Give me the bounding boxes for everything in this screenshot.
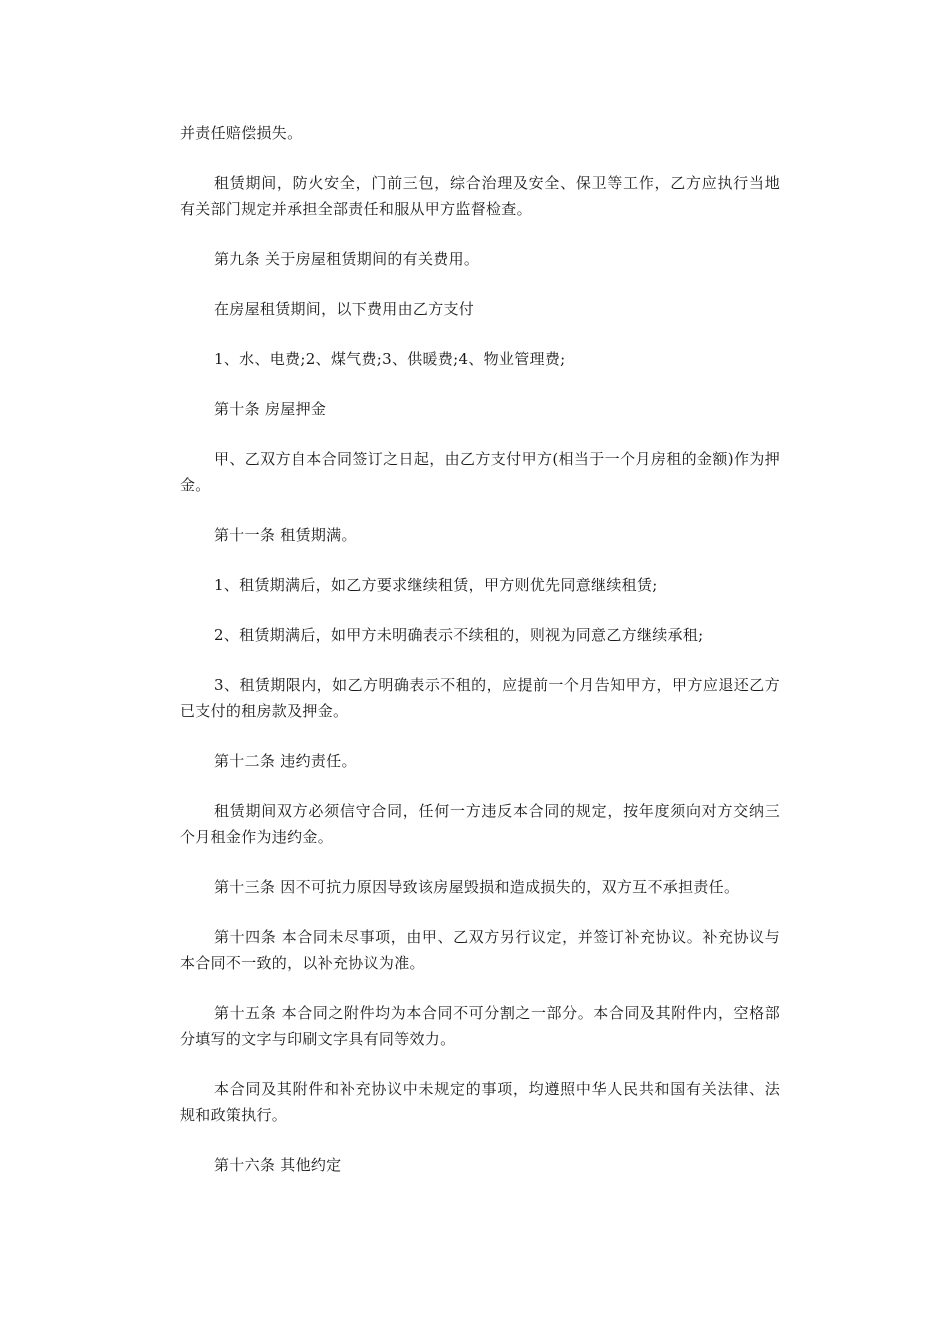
paragraph-continuation: 并责任赔偿损失。 [180, 124, 303, 142]
paragraph-expiry-1: 1、租赁期满后，如乙方要求继续租赁，甲方则优先同意继续租赁; [214, 576, 658, 594]
paragraph-expiry-2: 2、租赁期满后，如甲方未明确表示不续租的，则视为同意乙方继续承租; [214, 626, 704, 644]
paragraph-deposit: 甲、乙双方自本合同签订之日起，由乙方支付甲方(相当于一个月房租的金额)作为押金。 [180, 450, 780, 494]
article-16-heading: 第十六条 其他约定 [214, 1156, 342, 1174]
paragraph-safety-duties: 租赁期间，防火安全，门前三包，综合治理及安全、保卫等工作，乙方应执行当地有关部门规定并承担全部责任和服从甲方监督检查。 [180, 174, 780, 218]
article-13: 第十三条 因不可抗力原因导致该房屋毁损和造成损失的，双方互不承担责任。 [214, 878, 740, 896]
article-10-heading: 第十条 房屋押金 [214, 400, 327, 418]
article-14: 第十四条 本合同未尽事项，由甲、乙双方另行议定，并签订补充协议。补充协议与本合同不一致的，以补充协议为准。 [180, 928, 780, 972]
article-11-heading: 第十一条 租赁期满。 [214, 526, 357, 544]
article-9-heading: 第九条 关于房屋租赁期间的有关费用。 [214, 250, 480, 268]
paragraph-expiry-3: 3、租赁期限内，如乙方明确表示不租的，应提前一个月告知甲方，甲方应退还乙方已支付的租房款及押金。 [180, 676, 780, 720]
paragraph-fees-intro: 在房屋租赁期间，以下费用由乙方支付 [214, 300, 475, 318]
article-15: 第十五条 本合同之附件均为本合同不可分割之一部分。本合同及其附件内，空格部分填写的文字与印刷文字具有同等效力。 [180, 1004, 780, 1048]
paragraph-fees-list: 1、水、电费;2、煤气费;3、供暖费;4、物业管理费; [214, 350, 566, 368]
article-12-heading: 第十二条 违约责任。 [214, 752, 357, 770]
paragraph-breach: 租赁期间双方必须信守合同，任何一方违反本合同的规定，按年度须向对方交纳三个月租金作为违约金。 [180, 802, 780, 846]
paragraph-governing-law: 本合同及其附件和补充协议中未规定的事项，均遵照中华人民共和国有关法律、法规和政策执行。 [180, 1080, 780, 1124]
document-page [180, 120, 780, 1202]
